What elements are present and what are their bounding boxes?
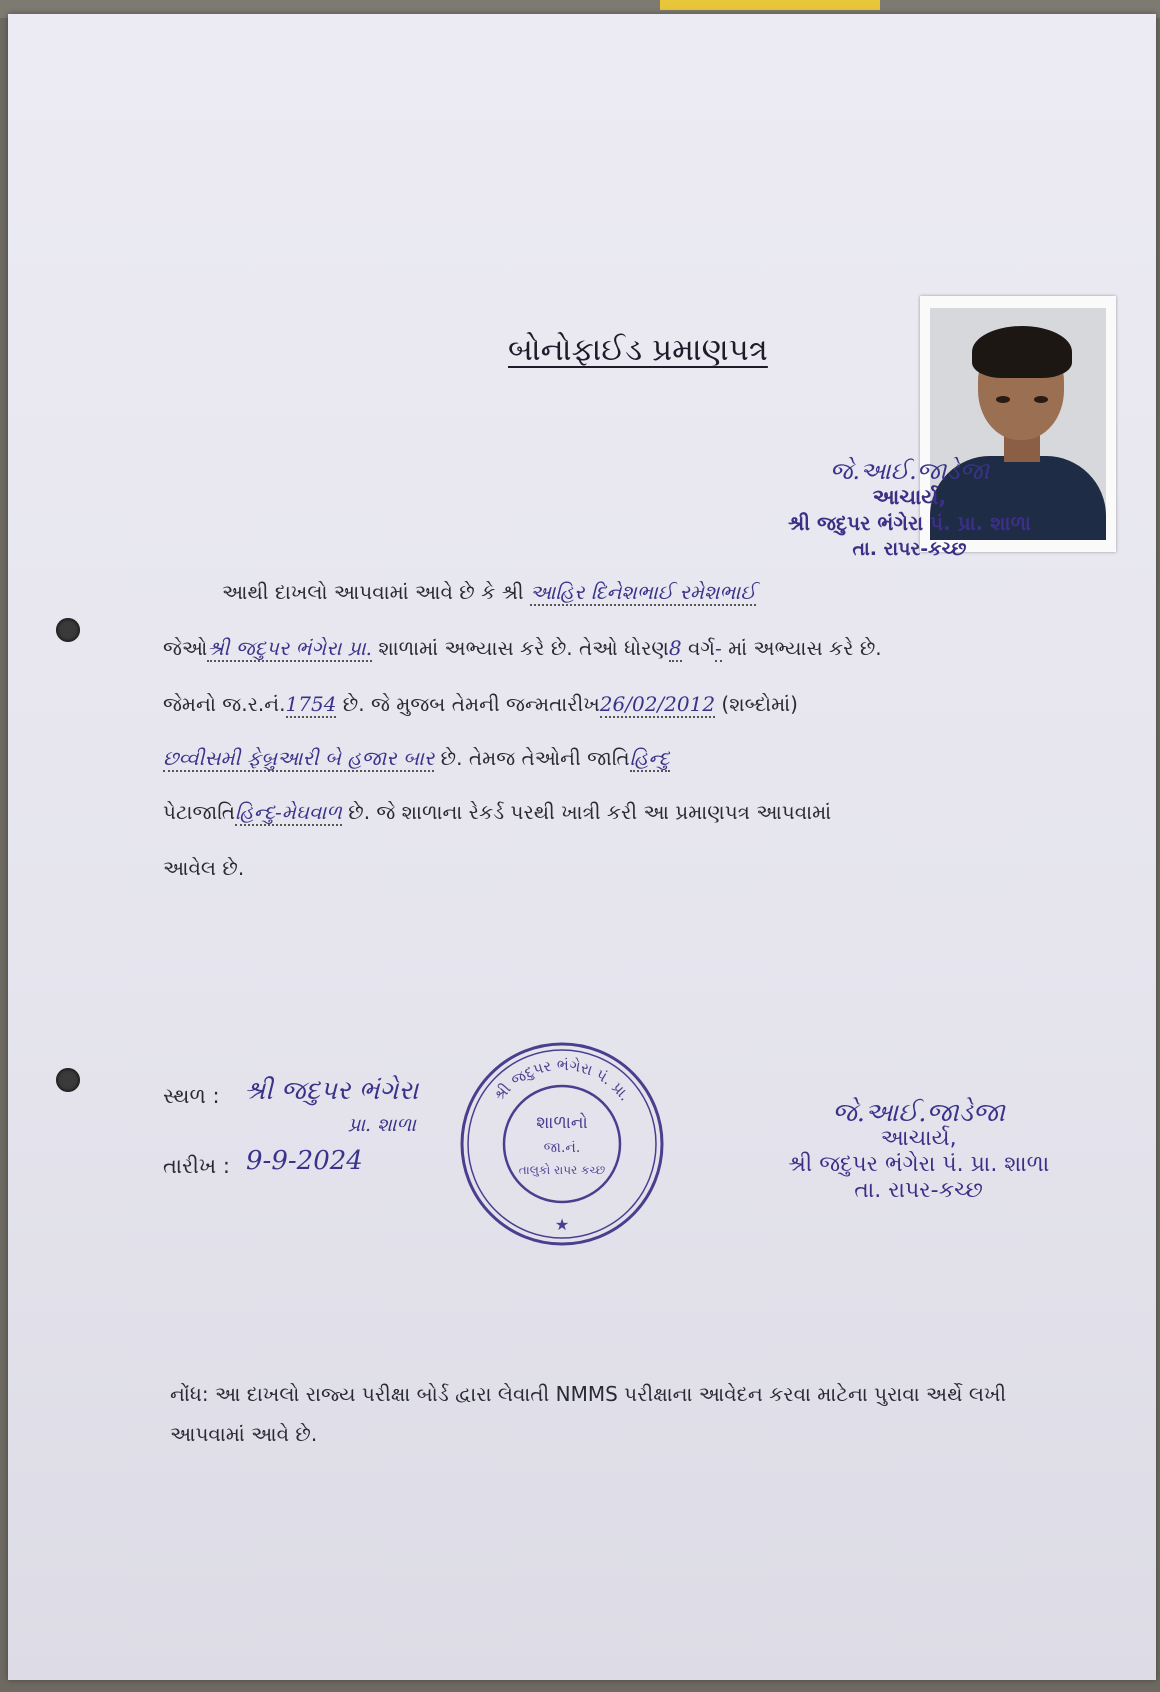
- background-object: [660, 0, 880, 10]
- body-line-1: [222, 580, 756, 604]
- date-value: 9-9-2024: [246, 1146, 363, 1176]
- certificate-paper: [8, 14, 1156, 1680]
- body-text: છે. તેમજ તેઓની જાતિ: [434, 746, 630, 770]
- punch-hole-bottom: [56, 1068, 80, 1092]
- principal-taluka: તા. રાપર-કચ્છ: [852, 538, 967, 560]
- place-label: સ્થળ :: [163, 1084, 220, 1108]
- register-number: 1754: [285, 692, 337, 716]
- school-seal: [458, 1040, 666, 1248]
- body-text: જેઓ: [163, 636, 208, 660]
- principal-stamp-top: [788, 458, 1031, 562]
- principal-school: શ્રી જદુપર ભંગેરા પં. પ્રા. શાળા: [788, 511, 1031, 535]
- seal-inner-line-2: જા.નં.: [543, 1140, 581, 1156]
- footer-note: [170, 1374, 1006, 1454]
- body-text: માં અભ્યાસ કરે છે.: [721, 636, 882, 660]
- body-text: પેટાજાતિ: [163, 800, 236, 824]
- school-name: શ્રી જદુપર ભંગેરા પ્રા.: [207, 636, 372, 660]
- body-line-3: [163, 692, 798, 716]
- student-name: આહિર દિનેશભાઈ રમેશભાઈ: [529, 580, 756, 604]
- division-value: -: [715, 636, 722, 660]
- place-value: શ્રી જદુપર ભંગેરા: [244, 1076, 419, 1106]
- body-line-2: [163, 636, 882, 660]
- punch-hole-top: [56, 618, 80, 642]
- principal-stamp-bottom: [788, 1100, 1049, 1204]
- body-line-5: [163, 800, 831, 824]
- photo-eye-right: [1034, 396, 1048, 403]
- seal-inner-line-3: તાલુકો રાપર કચ્છ: [518, 1163, 606, 1177]
- seal-inner-line-1: શાળાનો: [536, 1113, 588, 1133]
- note-line-1: નોંધ: આ દાખલો રાજ્ય પરીક્ષા બોર્ડ દ્વારા લેવાતી NMMS પરીક્ષાના આવેદન કરવા માટેના પુરાવા અર્થે લખી: [170, 1382, 1007, 1406]
- seal-outer-text: શ્રી જદુપર ભંગેરા પં. પ્રા.: [490, 1055, 635, 1105]
- certificate-title: બોનોફાઈડ પ્રમાણપત્ર: [508, 332, 768, 368]
- body-text: (શબ્દોમાં): [715, 692, 798, 716]
- principal-taluka: તા. રાપર-કચ્છ: [854, 1178, 983, 1203]
- principal-designation: આચાર્ય,: [880, 1126, 957, 1151]
- body-text: શાળામાં અભ્યાસ કરે છે. તેઓ ધોરણ: [371, 636, 669, 660]
- note-line-2: આપવામાં આવે છે.: [170, 1422, 318, 1446]
- photo-hair: [972, 326, 1072, 378]
- subcaste-value: હિન્દુ-મેઘવાળ: [235, 800, 342, 824]
- standard-value: 8: [668, 636, 682, 660]
- body-text: છે. જે મુજબ તેમની જન્મતારીખ: [336, 692, 600, 716]
- body-line-4: [163, 746, 670, 770]
- seal-star-icon: ★: [554, 1215, 570, 1234]
- principal-school: શ્રી જદુપર ભંગેરા પં. પ્રા. શાળા: [788, 1152, 1050, 1177]
- principal-signature: જે.આઈ.જાડેજા: [829, 457, 990, 485]
- body-text: છે. જે શાળાના રેકર્ડ પરથી ખાત્રી કરી આ પ્રમાણપત્ર આપવામાં: [341, 800, 832, 824]
- birth-date-words: છવ્વીસમી ફેબ્રુઆરી બે હજાર બાર: [163, 746, 435, 770]
- body-text: જેમનો જ.ર.નં.: [163, 692, 286, 716]
- caste-value: હિન્દુ: [629, 746, 670, 770]
- body-text: વર્ગ: [681, 636, 716, 660]
- photo-eye-left: [996, 396, 1010, 403]
- date-label: તારીખ :: [163, 1154, 230, 1178]
- body-line-6: આવેલ છે.: [163, 856, 245, 880]
- place-value-line2: પ્રા. શાળા: [348, 1114, 416, 1136]
- principal-signature: જે.આઈ.જાડેજા: [832, 1098, 1006, 1128]
- principal-designation: આચાર્ય,: [872, 485, 947, 509]
- birth-date: 26/02/2012: [599, 692, 716, 716]
- body-text: આથી દાખલો આપવામાં આવે છે કે શ્રી: [222, 580, 530, 604]
